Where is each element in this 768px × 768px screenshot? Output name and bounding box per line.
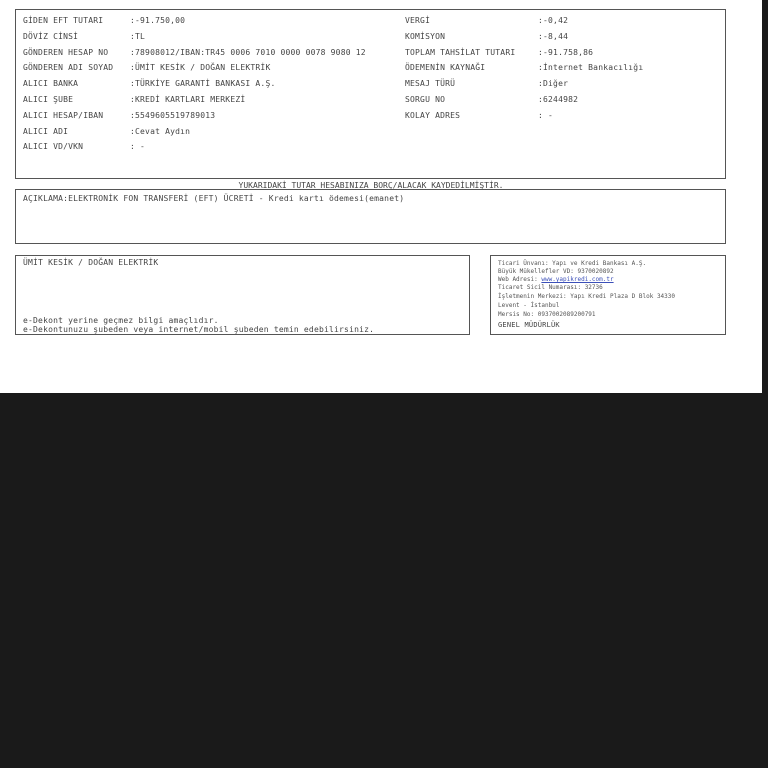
- debit-notice: YUKARIDAKİ TUTAR HESABINIZA BORÇ/ALACAK KAYDEDİLMİŞTİR.: [238, 181, 504, 190]
- tax-office: Büyük Mükellefler VD: 9370020892: [498, 268, 614, 275]
- web-address-label: Web Adresi:: [498, 276, 542, 283]
- customer-box: [15, 255, 470, 335]
- detail-label: ALICI ADI: [23, 126, 69, 136]
- detail-value: :İnternet Bankacılığı: [538, 63, 644, 73]
- bank-info-box: [490, 255, 726, 335]
- detail-value: :78908012/IBAN:TR45 0006 7010 0000 0078 9080 12: [130, 47, 366, 57]
- detail-label: GÖNDEREN ADI SOYAD: [23, 63, 114, 73]
- mersis-no: Mersis No: 0937002089200791: [498, 311, 596, 318]
- detail-value: : -: [130, 142, 146, 152]
- head-office-label: GENEL MÜDÜRLÜK: [498, 321, 560, 329]
- detail-label: ALICI BANKA: [23, 79, 79, 89]
- detail-value: :TL: [130, 31, 146, 41]
- detail-label: MESAJ TÜRÜ: [405, 79, 456, 89]
- e-receipt-note: e-Dekontunuzu şubeden veya internet/mobil şubeden temin edebilirsiniz.: [23, 325, 375, 334]
- web-address: [498, 276, 614, 284]
- detail-value: :6244982: [538, 95, 579, 104]
- detail-label: VERGİ: [405, 16, 431, 25]
- detail-value: :ÜMİT KESİK / DOĞAN ELEKTRİK: [130, 63, 271, 73]
- detail-label: KOMİSYON: [405, 31, 446, 41]
- detail-label: ALICI HESAP/IBAN: [23, 110, 104, 120]
- detail-value: :-91.758,86: [538, 47, 594, 57]
- detail-label: ALICI VD/VKN: [23, 142, 84, 152]
- headquarters: İşletmenin Merkezi: Yapı Kredi Plaza D Blok 34330: [498, 293, 676, 300]
- description-text: AÇIKLAMA:ELEKTRONİK FON TRANSFERİ (EFT) ÜCRETİ - Kredi kartı ödemesi(emanet): [23, 194, 405, 203]
- detail-label: TOPLAM TAHSİLAT TUTARI: [405, 47, 516, 57]
- detail-value: :5549605519789013: [130, 110, 216, 120]
- detail-value: :Diğer: [538, 79, 569, 89]
- detail-label: GÖNDEREN HESAP NO: [23, 47, 109, 57]
- bank-title: Ticari Ünvanı: Yapı ve Kredi Bankası A.Ş.: [498, 260, 647, 267]
- detail-label: DÖVİZ CİNSİ: [23, 31, 79, 41]
- detail-label: ÖDEMENİN KAYNAĞI: [405, 63, 486, 73]
- bank-website-link[interactable]: www.yapikredi.com.tr: [541, 276, 614, 283]
- description-box: [15, 189, 726, 244]
- detail-value: :TÜRKİYE GARANTİ BANKASI A.Ş.: [130, 79, 276, 89]
- detail-label: SORGU NO: [405, 95, 446, 104]
- transfer-details-box: [15, 9, 726, 179]
- detail-label: ALICI ŞUBE: [23, 95, 74, 104]
- detail-value: :KREDİ KARTLARI MERKEZİ: [130, 95, 246, 104]
- detail-value: : -: [538, 110, 554, 120]
- customer-name: ÜMİT KESİK / DOĞAN ELEKTRİK: [23, 258, 159, 267]
- info-note: e-Dekont yerine geçmez bilgi amaçlıdır.: [23, 316, 219, 325]
- detail-label: GİDEN EFT TUTARI: [23, 16, 104, 25]
- headquarters-city: Levent - İstanbul: [498, 302, 560, 309]
- detail-value: :-91.750,00: [130, 16, 186, 25]
- detail-label: KOLAY ADRES: [405, 110, 461, 120]
- detail-value: :-8,44: [538, 31, 569, 41]
- detail-value: :Cevat Aydın: [130, 126, 191, 136]
- trade-registry: Ticaret Sicil Numarası: 32736: [498, 284, 603, 291]
- detail-value: :-0,42: [538, 16, 569, 25]
